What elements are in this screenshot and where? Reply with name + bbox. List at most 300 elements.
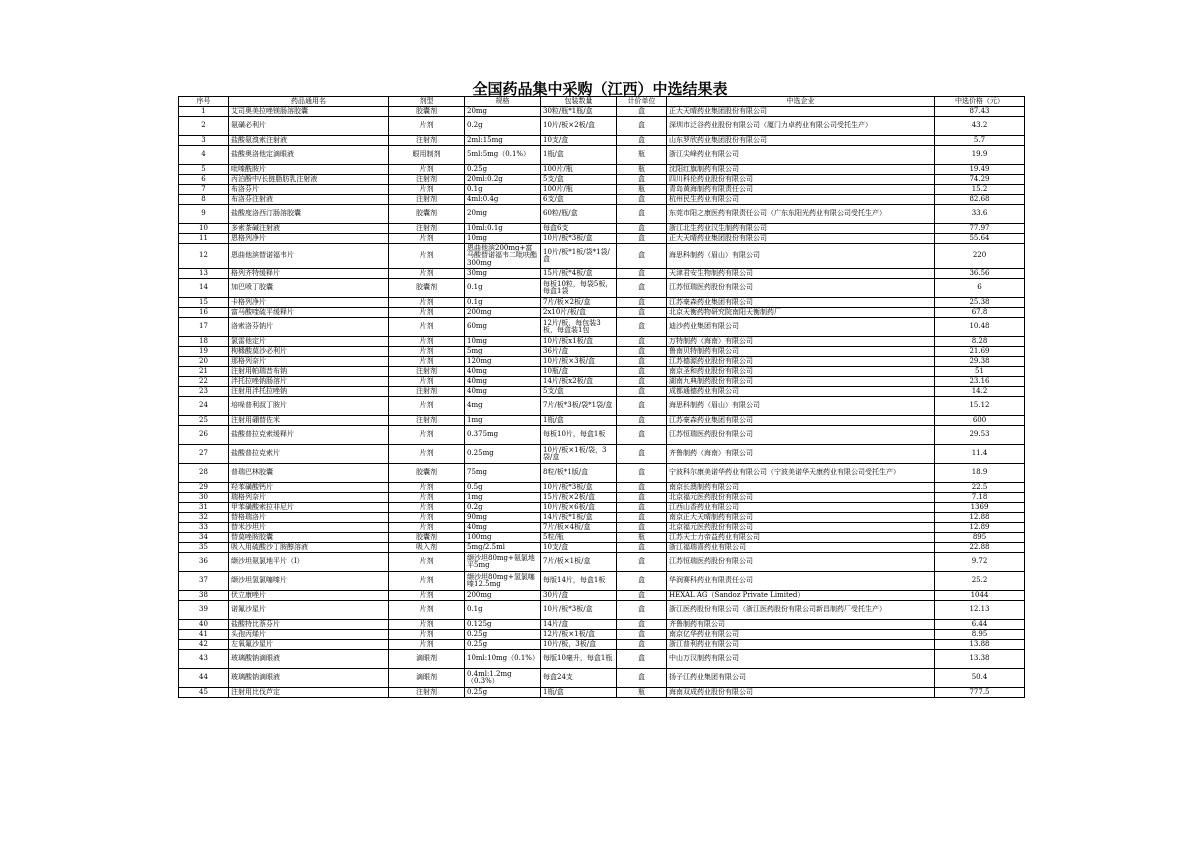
cell-company: 南京圣和药业股份有限公司	[667, 367, 935, 377]
table-row	[179, 445, 1025, 464]
cell-pack-qty: 10片/板*1板/袋*1袋/盒	[541, 244, 617, 269]
cell-pack-qty: 每盒6支	[541, 224, 617, 234]
cell-dosage-form: 片剂	[389, 269, 465, 279]
cell-drug-name: 缬沙坦氢氯噻嗪片	[229, 572, 389, 591]
table-row	[179, 669, 1025, 688]
cell-dosage-form: 片剂	[389, 318, 465, 337]
cell-no: 28	[179, 464, 229, 483]
cell-no: 1	[179, 107, 229, 117]
cell-company: 湖南九典制药股份有限公司	[667, 377, 935, 387]
cell-no: 20	[179, 357, 229, 367]
cell-dosage-form: 片剂	[389, 165, 465, 175]
cell-spec: 75mg	[465, 464, 541, 483]
cell-spec: 20mg	[465, 107, 541, 117]
cell-unit: 盒	[617, 591, 667, 601]
cell-drug-name: 盐酸度洛西汀肠溶胶囊	[229, 205, 389, 224]
cell-pack-qty: 1瓶/盒	[541, 416, 617, 426]
cell-no: 9	[179, 205, 229, 224]
cell-drug-name: 诺氟沙星片	[229, 601, 389, 620]
cell-price: 22.5	[935, 483, 1025, 493]
cell-spec: 0.25g	[465, 688, 541, 698]
cell-spec: 10mg	[465, 234, 541, 244]
cell-dosage-form: 片剂	[389, 620, 465, 630]
cell-price: 1044	[935, 591, 1025, 601]
cell-dosage-form: 片剂	[389, 630, 465, 640]
cell-dosage-form: 片剂	[389, 640, 465, 650]
cell-company: 海思科制药（眉山）有限公司	[667, 397, 935, 416]
table-row	[179, 357, 1025, 367]
cell-price: 82.68	[935, 195, 1025, 205]
cell-dosage-form: 片剂	[389, 601, 465, 620]
cell-drug-name: 头孢丙烯片	[229, 630, 389, 640]
cell-unit: 盒	[617, 244, 667, 269]
cell-drug-name: 普瑞巴林胶囊	[229, 464, 389, 483]
cell-no: 10	[179, 224, 229, 234]
cell-drug-name: 卡格列净片	[229, 298, 389, 308]
table-row	[179, 367, 1025, 377]
cell-company: 浙江北生药业汉生制药有限公司	[667, 224, 935, 234]
cell-no: 14	[179, 279, 229, 298]
cell-company: 深圳市泛谷药业股份有限公司（厦门力卓药业有限公司受托生产）	[667, 117, 935, 136]
cell-unit: 盒	[617, 195, 667, 205]
cell-pack-qty: 1瓶/盒	[541, 146, 617, 165]
cell-pack-qty: 10支/盒	[541, 543, 617, 553]
table-row	[179, 205, 1025, 224]
header-unit: 计价单位	[617, 97, 667, 107]
cell-company: 万特制药（海南）有限公司	[667, 337, 935, 347]
cell-drug-name: 伏立康唑片	[229, 591, 389, 601]
cell-dosage-form: 片剂	[389, 445, 465, 464]
cell-unit: 盒	[617, 347, 667, 357]
cell-price: 25.2	[935, 572, 1025, 591]
cell-unit: 盒	[617, 387, 667, 397]
header-dosage-form: 剂型	[389, 97, 465, 107]
cell-no: 22	[179, 377, 229, 387]
cell-drug-name: 氨磺必利片	[229, 117, 389, 136]
cell-dosage-form: 胶囊剂	[389, 464, 465, 483]
cell-dosage-form: 片剂	[389, 493, 465, 503]
cell-no: 13	[179, 269, 229, 279]
cell-spec: 缬沙坦80mg+氨氯地平5mg	[465, 553, 541, 572]
cell-price: 50.4	[935, 669, 1025, 688]
cell-pack-qty: 1瓶/盒	[541, 688, 617, 698]
header-no: 序号	[179, 97, 229, 107]
cell-pack-qty: 10支/盒	[541, 136, 617, 146]
cell-dosage-form: 片剂	[389, 553, 465, 572]
cell-spec: 0.25g	[465, 630, 541, 640]
cell-unit: 盒	[617, 640, 667, 650]
cell-unit: 盒	[617, 426, 667, 445]
cell-pack-qty: 30片/盒	[541, 591, 617, 601]
cell-company: 青岛黄海制药有限责任公司	[667, 185, 935, 195]
cell-pack-qty: 10片/板×6板/盒	[541, 503, 617, 513]
cell-no: 34	[179, 533, 229, 543]
cell-drug-name: 盐酸特比萘芬片	[229, 620, 389, 630]
cell-spec: 0.2g	[465, 503, 541, 513]
table-row	[179, 572, 1025, 591]
cell-pack-qty: 8粒/板*1版/盒	[541, 464, 617, 483]
cell-price: 67.8	[935, 308, 1025, 318]
cell-company: 南京正大天晴制药有限公司	[667, 513, 935, 523]
cell-spec: 30mg	[465, 269, 541, 279]
cell-dosage-form: 注射剂	[389, 688, 465, 698]
table-row	[179, 195, 1025, 205]
cell-unit: 瓶	[617, 533, 667, 543]
cell-dosage-form: 注射剂	[389, 136, 465, 146]
cell-unit: 盒	[617, 464, 667, 483]
cell-dosage-form: 片剂	[389, 503, 465, 513]
cell-drug-name: 替格瑞洛片	[229, 513, 389, 523]
cell-spec: 0.4ml:1.2mg（0.3%）	[465, 669, 541, 688]
cell-no: 35	[179, 543, 229, 553]
cell-unit: 盒	[617, 117, 667, 136]
cell-price: 19.9	[935, 146, 1025, 165]
page-title: 全国药品集中采购（江西）中选结果表	[472, 80, 728, 98]
cell-pack-qty: 30粒/瓶*1瓶/盒	[541, 107, 617, 117]
cell-price: 1369	[935, 503, 1025, 513]
cell-drug-name: 加巴喷丁胶囊	[229, 279, 389, 298]
cell-no: 45	[179, 688, 229, 698]
table-row	[179, 591, 1025, 601]
table-row	[179, 146, 1025, 165]
cell-drug-name: 氯雷他定片	[229, 337, 389, 347]
cell-no: 42	[179, 640, 229, 650]
cell-no: 12	[179, 244, 229, 269]
cell-no: 40	[179, 620, 229, 630]
results-table	[178, 96, 1025, 698]
cell-dosage-form: 片剂	[389, 591, 465, 601]
cell-price: 12.88	[935, 513, 1025, 523]
cell-drug-name: 那格列奈片	[229, 357, 389, 367]
table-row	[179, 523, 1025, 533]
cell-no: 33	[179, 523, 229, 533]
cell-company: 正大天晴药业集团股份有限公司	[667, 234, 935, 244]
cell-drug-name: 盐酸普拉克索片	[229, 445, 389, 464]
cell-no: 8	[179, 195, 229, 205]
cell-company: 齐鲁制药（海南）有限公司	[667, 445, 935, 464]
cell-company: 齐鲁制药有限公司	[667, 620, 935, 630]
cell-spec: 0.2g	[465, 117, 541, 136]
cell-no: 39	[179, 601, 229, 620]
cell-no: 19	[179, 347, 229, 357]
cell-spec: 90mg	[465, 513, 541, 523]
cell-company: 北京天衡药物研究院南阳天衡制药厂	[667, 308, 935, 318]
cell-company: 迪沙药业集团有限公司	[667, 318, 935, 337]
cell-dosage-form: 注射剂	[389, 175, 465, 185]
cell-pack-qty: 60粒/瓶/盒	[541, 205, 617, 224]
table-row	[179, 640, 1025, 650]
cell-unit: 盒	[617, 483, 667, 493]
cell-price: 7.18	[935, 493, 1025, 503]
cell-dosage-form: 片剂	[389, 308, 465, 318]
cell-spec: 0.375mg	[465, 426, 541, 445]
cell-drug-name: 丙泊酚中/长链脂肪乳注射液	[229, 175, 389, 185]
cell-pack-qty: 10片/板，3板/盒	[541, 640, 617, 650]
cell-drug-name: 布洛芬片	[229, 185, 389, 195]
cell-price: 15.2	[935, 185, 1025, 195]
cell-drug-name: 玻璃酸钠滴眼液	[229, 669, 389, 688]
cell-no: 11	[179, 234, 229, 244]
cell-company: 江苏恒瑞医药股份有限公司	[667, 279, 935, 298]
cell-no: 16	[179, 308, 229, 318]
table-row	[179, 630, 1025, 640]
cell-unit: 盒	[617, 279, 667, 298]
table-row	[179, 117, 1025, 136]
cell-price: 10.48	[935, 318, 1025, 337]
cell-no: 29	[179, 483, 229, 493]
cell-no: 26	[179, 426, 229, 445]
cell-spec: 40mg	[465, 367, 541, 377]
table-row	[179, 279, 1025, 298]
cell-spec: 200mg	[465, 591, 541, 601]
cell-drug-name: 瑞格列奈片	[229, 493, 389, 503]
table-row	[179, 185, 1025, 195]
cell-no: 24	[179, 397, 229, 416]
cell-company: 南京亿华药业有限公司	[667, 630, 935, 640]
cell-drug-name: 盐酸普拉克索缓释片	[229, 426, 389, 445]
header-drug-name: 药品通用名	[229, 97, 389, 107]
cell-unit: 盒	[617, 269, 667, 279]
cell-price: 14.2	[935, 387, 1025, 397]
cell-dosage-form: 片剂	[389, 426, 465, 445]
cell-spec: 0.25g	[465, 165, 541, 175]
cell-drug-name: 注射用泮托拉唑钠	[229, 387, 389, 397]
cell-drug-name: 富马酸喹硫平缓释片	[229, 308, 389, 318]
cell-spec: 缬沙坦80mg+氢氯噻嗪12.5mg	[465, 572, 541, 591]
cell-drug-name: 盐酸氨溴索注射液	[229, 136, 389, 146]
cell-drug-name: 吸入用硫酸沙丁胺醇溶液	[229, 543, 389, 553]
cell-no: 32	[179, 513, 229, 523]
cell-dosage-form: 滴眼剂	[389, 650, 465, 669]
cell-no: 18	[179, 337, 229, 347]
table-row	[179, 483, 1025, 493]
cell-dosage-form: 片剂	[389, 572, 465, 591]
cell-dosage-form: 注射剂	[389, 224, 465, 234]
cell-drug-name: 注射用硼替佐米	[229, 416, 389, 426]
cell-unit: 盒	[617, 601, 667, 620]
cell-spec: 200mg	[465, 308, 541, 318]
cell-price: 29.53	[935, 426, 1025, 445]
header-company: 中选企业	[667, 97, 935, 107]
cell-pack-qty: 10片/板*3板/盒	[541, 234, 617, 244]
cell-no: 6	[179, 175, 229, 185]
cell-dosage-form: 注射剂	[389, 195, 465, 205]
cell-spec: 0.5g	[465, 483, 541, 493]
cell-dosage-form: 片剂	[389, 397, 465, 416]
table-row	[179, 601, 1025, 620]
table-row	[179, 543, 1025, 553]
cell-dosage-form: 片剂	[389, 357, 465, 367]
cell-dosage-form: 片剂	[389, 347, 465, 357]
header-pack-qty: 包装数量	[541, 97, 617, 107]
cell-price: 33.6	[935, 205, 1025, 224]
cell-company: 四川科伦药业股份有限公司	[667, 175, 935, 185]
cell-pack-qty: 15片/板*4板/盒	[541, 269, 617, 279]
table-row	[179, 244, 1025, 269]
cell-price: 777.5	[935, 688, 1025, 698]
cell-dosage-form: 片剂	[389, 298, 465, 308]
cell-price: 74.29	[935, 175, 1025, 185]
cell-company: 北京福元医药股份有限公司	[667, 493, 935, 503]
cell-company: 江苏恒瑞医药股份有限公司	[667, 553, 935, 572]
cell-spec: 40mg	[465, 523, 541, 533]
cell-drug-name: 吡嗪酰胺片	[229, 165, 389, 175]
cell-pack-qty: 10片/板×1板/袋，3袋/盒	[541, 445, 617, 464]
table-row	[179, 269, 1025, 279]
table-row	[179, 175, 1025, 185]
cell-company: 东莞市阳之康医药有限责任公司（广东东阳光药业有限公司受托生产）	[667, 205, 935, 224]
cell-drug-name: 洛索洛芬钠片	[229, 318, 389, 337]
cell-pack-qty: 14片/板x2板/盒	[541, 377, 617, 387]
cell-company: 海思科制药（眉山）有限公司	[667, 244, 935, 269]
cell-pack-qty: 7片/板×1板/盒	[541, 553, 617, 572]
cell-unit: 盒	[617, 493, 667, 503]
cell-unit: 盒	[617, 357, 667, 367]
table-row	[179, 377, 1025, 387]
cell-company: 海南双成药业股份有限公司	[667, 688, 935, 698]
cell-pack-qty: 5粒/瓶	[541, 533, 617, 543]
cell-company: 成都通德药业有限公司	[667, 387, 935, 397]
table-row	[179, 426, 1025, 445]
cell-company: 江西山香药业有限公司	[667, 503, 935, 513]
cell-dosage-form: 胶囊剂	[389, 107, 465, 117]
cell-unit: 瓶	[617, 146, 667, 165]
cell-spec: 1mg	[465, 493, 541, 503]
cell-unit: 盒	[617, 445, 667, 464]
cell-no: 41	[179, 630, 229, 640]
cell-pack-qty: 5支/盒	[541, 387, 617, 397]
cell-unit: 盒	[617, 107, 667, 117]
cell-company: 江苏天士力帝益药业有限公司	[667, 533, 935, 543]
cell-unit: 瓶	[617, 688, 667, 698]
cell-unit: 盒	[617, 377, 667, 387]
cell-spec: 0.1g	[465, 185, 541, 195]
table-row	[179, 347, 1025, 357]
table-row	[179, 387, 1025, 397]
cell-pack-qty: 5支/盒	[541, 175, 617, 185]
cell-no: 7	[179, 185, 229, 195]
cell-dosage-form: 片剂	[389, 513, 465, 523]
cell-dosage-form: 胶囊剂	[389, 205, 465, 224]
table-row	[179, 165, 1025, 175]
table-body	[179, 107, 1025, 698]
cell-drug-name: 盐酸奥洛他定滴眼液	[229, 146, 389, 165]
cell-dosage-form: 片剂	[389, 483, 465, 493]
cell-spec: 40mg	[465, 377, 541, 387]
cell-no: 37	[179, 572, 229, 591]
cell-dosage-form: 吸入剂	[389, 543, 465, 553]
cell-spec: 120mg	[465, 357, 541, 367]
cell-unit: 盒	[617, 136, 667, 146]
header-price: 中选价格（元）	[935, 97, 1025, 107]
cell-drug-name: 缬沙坦氨氯地平片（Ⅰ）	[229, 553, 389, 572]
cell-no: 2	[179, 117, 229, 136]
cell-company: 山东罗欣药业集团股份有限公司	[667, 136, 935, 146]
cell-no: 17	[179, 318, 229, 337]
cell-pack-qty: 14片/盒	[541, 620, 617, 630]
cell-drug-name: 恩曲他滨替诺福韦片	[229, 244, 389, 269]
table-row	[179, 553, 1025, 572]
cell-unit: 盒	[617, 224, 667, 234]
cell-unit: 盒	[617, 513, 667, 523]
cell-no: 36	[179, 553, 229, 572]
cell-price: 25.38	[935, 298, 1025, 308]
cell-price: 21.69	[935, 347, 1025, 357]
cell-no: 27	[179, 445, 229, 464]
cell-price: 9.72	[935, 553, 1025, 572]
cell-unit: 盒	[617, 572, 667, 591]
cell-pack-qty: 7片/板*3板/袋*1袋/盒	[541, 397, 617, 416]
table-row	[179, 533, 1025, 543]
cell-pack-qty: 每板10片，每盒1板	[541, 426, 617, 445]
cell-unit: 盒	[617, 553, 667, 572]
cell-pack-qty: 12片/板×1板/盒	[541, 630, 617, 640]
cell-pack-qty: 15片/板×2板/盒	[541, 493, 617, 503]
cell-pack-qty: 每版10毫升，每盒1瓶	[541, 650, 617, 669]
cell-price: 23.16	[935, 377, 1025, 387]
cell-spec: 0.125g	[465, 620, 541, 630]
cell-no: 5	[179, 165, 229, 175]
cell-price: 220	[935, 244, 1025, 269]
cell-pack-qty: 7片/板×2板/盒	[541, 298, 617, 308]
cell-spec: 20ml:0.2g	[465, 175, 541, 185]
cell-pack-qty: 每板10粒，每袋5板，每盒1袋	[541, 279, 617, 298]
table-row	[179, 688, 1025, 698]
cell-drug-name: 培哚普利叔丁胺片	[229, 397, 389, 416]
cell-company: 北京福元医药股份有限公司	[667, 523, 935, 533]
cell-dosage-form: 片剂	[389, 523, 465, 533]
cell-spec: 0.1g	[465, 601, 541, 620]
cell-spec: 5mg/2.5ml	[465, 543, 541, 553]
cell-company: 宁波科尔康美诺华药业有限公司（宁波美诺华天康药业有限公司受托生产）	[667, 464, 935, 483]
cell-drug-name: 玻璃酸钠滴眼液	[229, 650, 389, 669]
table-header-row	[179, 97, 1025, 107]
cell-spec: 0.1g	[465, 279, 541, 298]
cell-unit: 盒	[617, 308, 667, 318]
cell-no: 23	[179, 387, 229, 397]
cell-drug-name: 格列齐特缓释片	[229, 269, 389, 279]
cell-unit: 盒	[617, 416, 667, 426]
cell-spec: 40mg	[465, 387, 541, 397]
cell-company: 南京长澳制药有限公司	[667, 483, 935, 493]
table-row	[179, 397, 1025, 416]
cell-dosage-form: 片剂	[389, 337, 465, 347]
cell-unit: 盒	[617, 397, 667, 416]
cell-price: 5.7	[935, 136, 1025, 146]
cell-drug-name: 布洛芬注射液	[229, 195, 389, 205]
header-spec: 规格	[465, 97, 541, 107]
cell-spec: 0.25g	[465, 640, 541, 650]
cell-drug-name: 枸橼酸莫沙必利片	[229, 347, 389, 357]
cell-no: 15	[179, 298, 229, 308]
cell-spec: 4ml:0.4g	[465, 195, 541, 205]
cell-drug-name: 艾司奥美拉唑镁肠溶胶囊	[229, 107, 389, 117]
cell-company: 鲁南贝特制药有限公司	[667, 347, 935, 357]
cell-dosage-form: 眼用制剂	[389, 146, 465, 165]
cell-unit: 盒	[617, 620, 667, 630]
table-row	[179, 224, 1025, 234]
cell-company: 天津君安生物制药有限公司	[667, 269, 935, 279]
cell-drug-name: 羟苯磺酸钙片	[229, 483, 389, 493]
cell-dosage-form: 片剂	[389, 234, 465, 244]
table-row	[179, 620, 1025, 630]
cell-spec: 10mg	[465, 337, 541, 347]
cell-company: 江苏恒瑞医药股份有限公司	[667, 426, 935, 445]
cell-no: 3	[179, 136, 229, 146]
cell-pack-qty: 10片/板x1板/盒	[541, 337, 617, 347]
cell-spec: 1mg	[465, 416, 541, 426]
cell-no: 30	[179, 493, 229, 503]
